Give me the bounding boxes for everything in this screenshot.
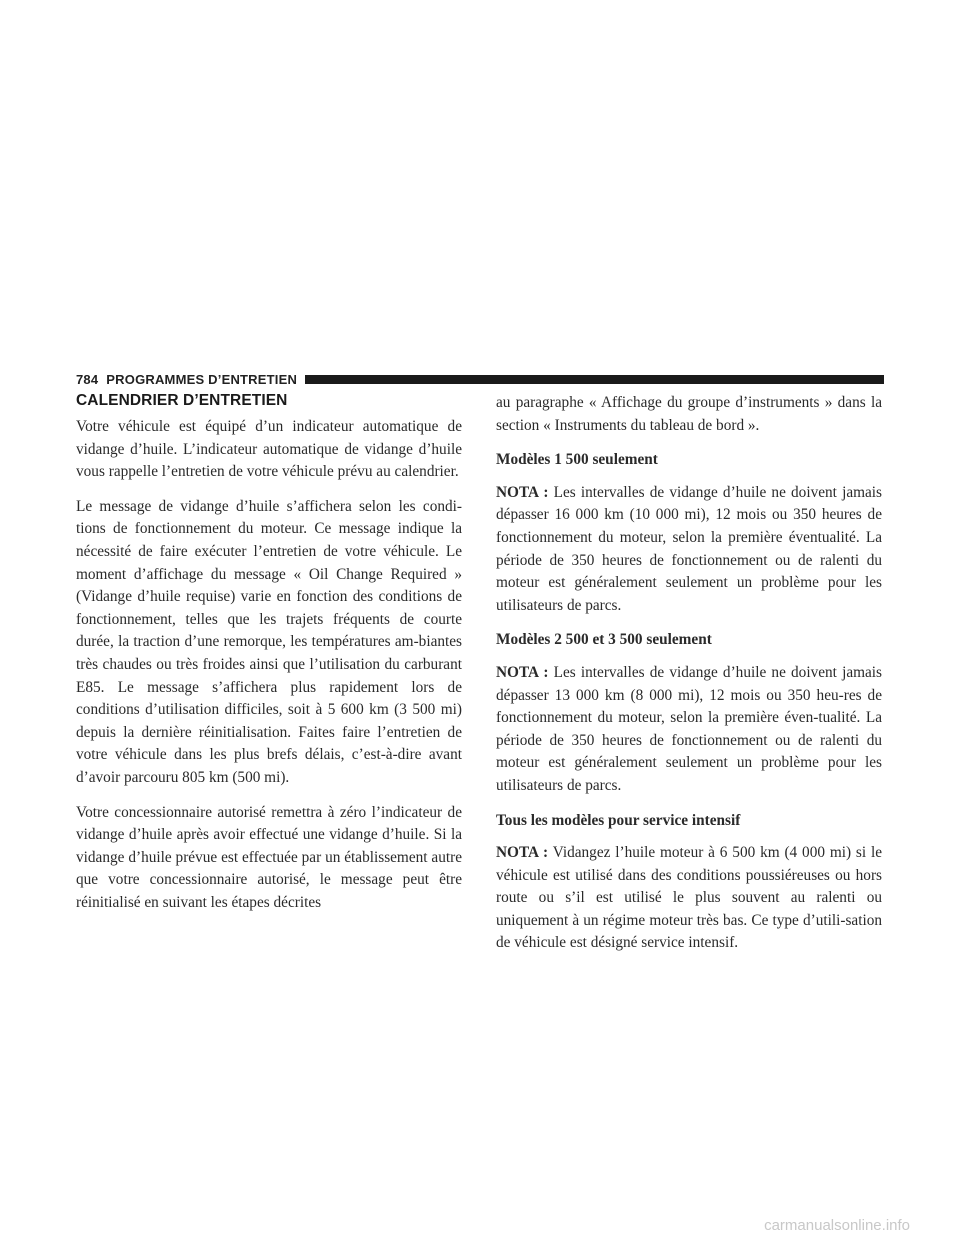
- left-column: [76, 392, 462, 926]
- right-column: [496, 392, 882, 967]
- note-text: Les intervalles de vidange d’huile ne doivent jamais dépasser 16 000 km (10 000 mi), 12 mois ou 350 heures de fonctionnement du moteur, selon la première éventualité. La période de 350 heures de fonctionnement ou de ralenti du moteur est généralement seulement un problème pour les utilisateurs de parcs.: [496, 483, 882, 614]
- note-label: NOTA :: [496, 483, 549, 501]
- paragraph: Le message de vidange d’huile s’affichera selon les condi-tions de fonctionnement du moteur. Ce message indique la nécessité de faire exécuter l’entretien de votre véhicule. Le moment d’affichage du message « Oil Change Required » (Vidange d’huile requise) varie en fonction des conditions de fonctionnement, telles que les trajets fréquents de courte durée, la traction d’une remorque, les températures am-biantes très chaudes ou très froides ainsi que l’utilisation du carburant E85. Le message s’affichera plus rapidement lors de conditions d’utilisation difficiles, soit à 5 600 km (3 500 mi) depuis la dernière réinitialisation. Faites faire l’entretien de votre véhicule dans les plus brefs délais, c’est-à-dire avant d’avoir parcouru 805 km (500 mi).: [76, 497, 462, 786]
- subheading: Modèles 1 500 seulement: [496, 451, 658, 469]
- page-header: [76, 370, 884, 388]
- note-paragraph: [496, 662, 882, 798]
- watermark: carmanualsonline.info: [764, 1217, 910, 1234]
- subheading: Tous les modèles pour service intensif: [496, 811, 741, 829]
- paragraph: Votre véhicule est équipé d’un indicateur automatique de vidange d’huile. L’indicateur automatique de vidange d’huile vous rappelle l’entretien de votre véhicule prévu au calendrier.: [76, 418, 462, 481]
- section-title: PROGRAMMES D’ENTRETIEN: [106, 371, 298, 387]
- note-paragraph: [496, 842, 882, 955]
- section-heading: CALENDRIER D’ENTRETIEN: [76, 392, 288, 409]
- subheading: Modèles 2 500 et 3 500 seulement: [496, 631, 712, 649]
- note-text: Vidangez l’huile moteur à 6 500 km (4 000 mi) si le véhicule est utilisé dans des conditions poussiéreuses ou hors route ou s’il est utilisé le plus souvent au ralenti ou uniquement à un régime moteur très bas. Ce type d’utili-sation de véhicule est désigné service intensif.: [496, 844, 882, 952]
- header-rule: [305, 375, 884, 384]
- page-number: 784: [76, 371, 99, 387]
- continuation-paragraph: au paragraphe « Affichage du groupe d’instruments » dans la section « Instruments du tableau de bord ».: [496, 394, 882, 434]
- note-label: NOTA :: [496, 663, 549, 681]
- note-label: NOTA :: [496, 844, 549, 862]
- paragraph: Votre concessionnaire autorisé remettra à zéro l’indicateur de vidange d’huile après avoir effectué une vidange d’huile. Si la vidange d’huile prévue est effectuée par un établissement autre que votre concessionnaire autorisé, le message peut être réinitialisé en suivant les étapes décrites: [76, 803, 462, 911]
- note-text: Les intervalles de vidange d’huile ne doivent jamais dépasser 13 000 km (8 000 mi), 12 mois ou 350 heu-res de fonctionnement du moteur, selon la première éven-tualité. La période de 350 heures de fonctionnement ou de ralenti du moteur est généralement seulement un problème pour les utilisateurs de parcs.: [496, 663, 882, 794]
- note-paragraph: [496, 482, 882, 618]
